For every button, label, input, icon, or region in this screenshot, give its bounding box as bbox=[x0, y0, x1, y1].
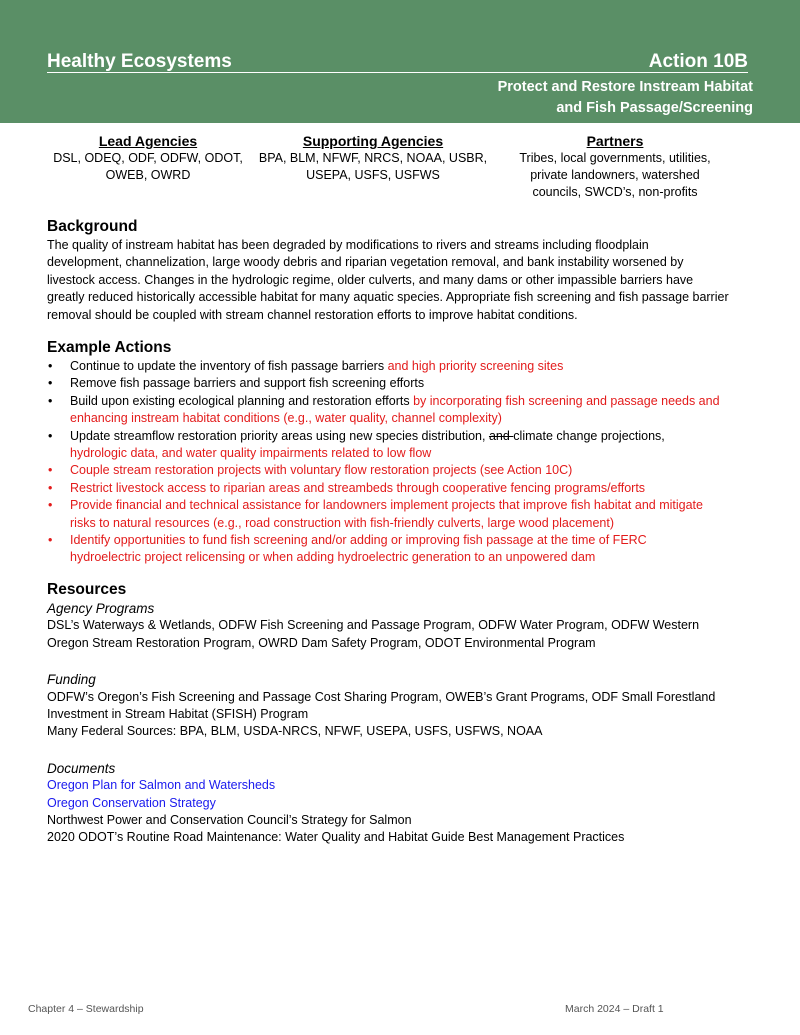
footer-chapter: Chapter 4 – Stewardship bbox=[28, 1003, 144, 1015]
partners-line: private landowners, watershed bbox=[530, 168, 700, 182]
document-item: 2020 ODOT’s Routine Road Maintenance: Water Quality and Habitat Guide Best Management Practices bbox=[47, 830, 625, 845]
action-item: • Couple stream restoration projects with voluntary flow restoration projects (see Action 10C) bbox=[47, 462, 757, 479]
lead-agencies-heading: Lead Agencies bbox=[98, 133, 198, 149]
bullet: • bbox=[48, 359, 53, 373]
documents-label: Documents bbox=[47, 760, 116, 776]
background-line: The quality of instream habitat has been degraded by modifications to rivers and streams including floodplain bbox=[47, 238, 649, 252]
resources-heading: Resources bbox=[47, 581, 127, 598]
header-divider bbox=[47, 72, 748, 73]
action-item: • Identify opportunities to fund fish screening and/or adding or improving fish passage at the time of FERC hydroelectric project relicensing or when adding hydroelectric generation to an unpowered dam bbox=[48, 533, 647, 565]
bullet: • bbox=[48, 533, 53, 548]
background-line: removal should be coupled with stream channel restoration efforts to improve habitat conditions. bbox=[47, 307, 578, 322]
page-header bbox=[0, 0, 800, 123]
action-item: • Update streamflow restoration priority areas using new species distribution, and climate change projections, hydrologic data, and water quality impairments related to low flow bbox=[48, 428, 665, 461]
action-number: Action 10B bbox=[648, 51, 748, 72]
background-line: development, channelization, large woody debris and riparian vegetation removal, and bank instability worsened by bbox=[47, 255, 684, 270]
action-item: • Build upon existing ecological planning and restoration efforts by incorporating fish screening and passage needs and enhancing instream habitat conditions (e.g., water quality, channel complexity) bbox=[48, 393, 720, 426]
background-section bbox=[47, 217, 757, 324]
supporting-agencies-line: BPA, BLM, NFWF, NRCS, NOAA, USBR, bbox=[258, 151, 488, 165]
bullet: • bbox=[48, 463, 53, 478]
lead-agencies-line: OWEB, OWRD bbox=[105, 168, 191, 182]
partners bbox=[505, 132, 725, 201]
bullet: • bbox=[48, 480, 53, 495]
partners-line: Tribes, local governments, utilities, bbox=[519, 151, 711, 165]
example-actions-section bbox=[47, 338, 757, 567]
oregon-plan-link[interactable]: Oregon Plan for Salmon and Watersheds bbox=[47, 778, 276, 793]
example-actions-heading: Example Actions bbox=[47, 339, 172, 356]
bullet: • bbox=[48, 393, 53, 408]
funding-line: ODFW’s Oregon’s Fish Screening and Passage Cost Sharing Program, OWEB’s Grant Programs, ODF Small Forestland bbox=[47, 689, 716, 704]
background-line: greatly reduced historically accessible habitat for many aquatic species. Appropriate fish screening and fish passage barrier bbox=[47, 290, 729, 305]
background-heading: Background bbox=[47, 218, 138, 235]
background-line: livestock access. Changes in the hydrologic regime, older culverts, and many dams or other impassible barriers have bbox=[47, 272, 694, 287]
lead-agencies bbox=[47, 132, 249, 184]
action-item: • Continue to update the inventory of fish passage barriers and high priority screening sites bbox=[47, 358, 757, 375]
supporting-agencies bbox=[257, 132, 489, 184]
footer-date: March 2024 – Draft 1 bbox=[565, 1003, 664, 1015]
programs-line: Oregon Stream Restoration Program, OWRD Dam Safety Program, ODOT Environmental Program bbox=[47, 635, 596, 650]
action-subtitle-line-1: Protect and Restore Instream Habitat bbox=[497, 79, 753, 95]
lead-agencies-line: DSL, ODEQ, ODF, ODFW, ODOT, bbox=[53, 151, 243, 165]
action-item: • Restrict livestock access to riparian areas and streambeds through cooperative fencing programs/efforts bbox=[47, 480, 757, 497]
struck-text: and bbox=[488, 428, 514, 443]
action-subtitle-line-2: and Fish Passage/Screening bbox=[556, 100, 753, 116]
supporting-agencies-heading: Supporting Agencies bbox=[302, 133, 444, 149]
agency-programs-label: Agency Programs bbox=[47, 601, 155, 616]
agencies-section bbox=[47, 132, 753, 206]
supporting-agencies-line: USEPA, USFS, USFWS bbox=[306, 168, 440, 182]
funding-label: Funding bbox=[47, 672, 96, 688]
action-item: • Remove fish passage barriers and support fish screening efforts bbox=[47, 375, 757, 392]
partners-heading: Partners bbox=[586, 133, 644, 149]
action-item: • Provide financial and technical assistance for landowners implement projects that improve fish habitat and mitigate risks to natural resources (e.g., road construction with fish-friendly culverts, large wood placement) bbox=[48, 498, 703, 530]
document-item: Northwest Power and Conservation Council’s Strategy for Salmon bbox=[47, 813, 412, 828]
bullet: • bbox=[48, 428, 53, 443]
header-title: Healthy Ecosystems bbox=[47, 51, 232, 72]
conservation-strategy-link[interactable]: Oregon Conservation Strategy bbox=[47, 795, 216, 810]
actions-list bbox=[47, 358, 757, 567]
partners-line: councils, SWCD’s, non-profits bbox=[532, 185, 698, 199]
resources-section bbox=[47, 580, 757, 847]
funding-line: Investment in Stream Habitat (SFISH) Program bbox=[47, 707, 309, 722]
funding-line: Many Federal Sources: BPA, BLM, USDA-NRCS, NFWF, USEPA, USFS, USFWS, NOAA bbox=[47, 724, 543, 739]
bullet: • bbox=[48, 376, 53, 391]
programs-line: DSL’s Waterways & Wetlands, ODFW Fish Screening and Passage Program, ODFW Water Program, ODFW Western bbox=[47, 618, 700, 633]
bullet: • bbox=[48, 498, 53, 513]
